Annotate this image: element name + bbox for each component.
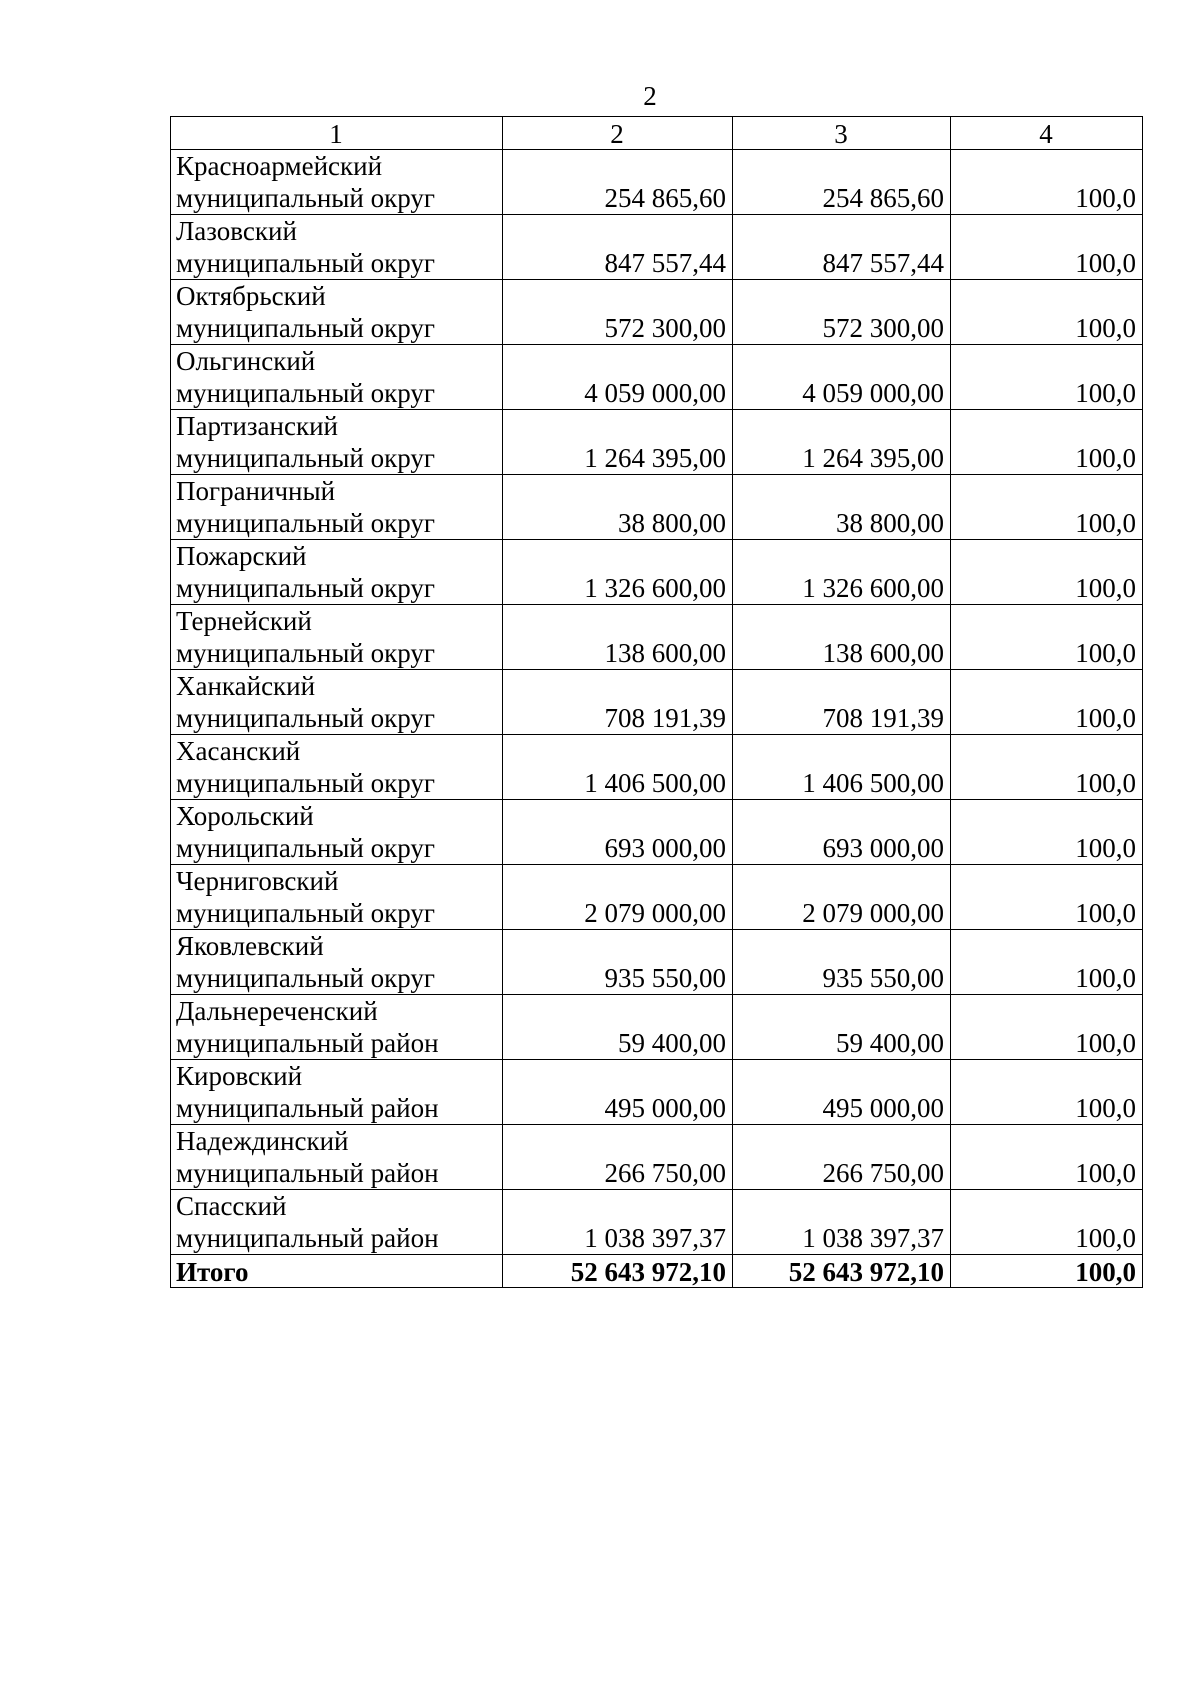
table-header	[171, 117, 1143, 150]
column-header-3: 3	[733, 117, 951, 150]
row-col-4: 100,0	[951, 280, 1143, 345]
row-col-2: 935 550,00	[503, 930, 733, 995]
row-col-4: 100,0	[951, 215, 1143, 280]
row-name-cell	[171, 215, 503, 280]
row-name-cell	[171, 410, 503, 475]
table-row	[171, 865, 1143, 930]
row-col-3: 138 600,00	[733, 605, 951, 670]
row-name-cell	[171, 735, 503, 800]
row-col-2: 1 264 395,00	[503, 410, 733, 475]
row-col-2: 38 800,00	[503, 475, 733, 540]
row-col-3: 59 400,00	[733, 995, 951, 1060]
row-name-line-1: Ольгинский	[176, 346, 316, 376]
total-col-2: 52 643 972,10	[503, 1255, 733, 1288]
row-col-3: 572 300,00	[733, 280, 951, 345]
table-row	[171, 800, 1143, 865]
table-row	[171, 1125, 1143, 1190]
row-name-line-2: муниципальный округ	[176, 248, 435, 278]
row-col-3: 935 550,00	[733, 930, 951, 995]
row-col-3: 1 264 395,00	[733, 410, 951, 475]
row-col-2: 495 000,00	[503, 1060, 733, 1125]
table-row	[171, 1060, 1143, 1125]
row-name-line-2: муниципальный округ	[176, 183, 435, 213]
page-number: 2	[643, 81, 657, 111]
row-col-4: 100,0	[951, 1190, 1143, 1255]
total-col-4: 100,0	[951, 1255, 1143, 1288]
row-col-3: 38 800,00	[733, 475, 951, 540]
row-name-cell	[171, 280, 503, 345]
row-col-3: 495 000,00	[733, 1060, 951, 1125]
table-row	[171, 735, 1143, 800]
row-name-line-2: муниципальный район	[176, 1158, 439, 1188]
table-row	[171, 995, 1143, 1060]
row-name-line-1: Дальнереченский	[176, 996, 378, 1026]
table-row	[171, 410, 1143, 475]
table-row	[171, 150, 1143, 215]
row-name-line-2: муниципальный округ	[176, 898, 435, 928]
row-name-line-1: Хорольский	[176, 801, 314, 831]
row-col-2: 1 038 397,37	[503, 1190, 733, 1255]
row-name-cell	[171, 1125, 503, 1190]
row-col-2: 708 191,39	[503, 670, 733, 735]
row-name-cell	[171, 930, 503, 995]
row-col-2: 254 865,60	[503, 150, 733, 215]
row-name-cell	[171, 150, 503, 215]
data-table	[170, 116, 1143, 1288]
table-row	[171, 670, 1143, 735]
row-col-3: 847 557,44	[733, 215, 951, 280]
row-name-line-2: муниципальный округ	[176, 508, 435, 538]
row-name-cell	[171, 1190, 503, 1255]
row-col-4: 100,0	[951, 865, 1143, 930]
row-name-line-2: муниципальный округ	[176, 703, 435, 733]
row-name-line-2: муниципальный округ	[176, 313, 435, 343]
row-col-2: 59 400,00	[503, 995, 733, 1060]
row-name-line-1: Надеждинский	[176, 1126, 349, 1156]
row-col-2: 1 326 600,00	[503, 540, 733, 605]
row-col-4: 100,0	[951, 735, 1143, 800]
row-col-4: 100,0	[951, 345, 1143, 410]
row-col-4: 100,0	[951, 1060, 1143, 1125]
row-col-3: 266 750,00	[733, 1125, 951, 1190]
row-name-line-1: Кировский	[176, 1061, 303, 1091]
row-name-cell	[171, 865, 503, 930]
table-row	[171, 930, 1143, 995]
table-row	[171, 280, 1143, 345]
row-col-3: 693 000,00	[733, 800, 951, 865]
table-row	[171, 1190, 1143, 1255]
table-body	[171, 150, 1143, 1288]
row-name-line-2: муниципальный округ	[176, 573, 435, 603]
row-name-line-2: муниципальный округ	[176, 768, 435, 798]
row-name-line-2: муниципальный округ	[176, 963, 435, 993]
row-col-3: 708 191,39	[733, 670, 951, 735]
row-name-line-1: Яковлевский	[176, 931, 324, 961]
row-col-3: 254 865,60	[733, 150, 951, 215]
row-col-4: 100,0	[951, 605, 1143, 670]
row-name-cell	[171, 1060, 503, 1125]
table-row	[171, 475, 1143, 540]
header-row	[171, 117, 1143, 150]
row-col-3: 1 326 600,00	[733, 540, 951, 605]
row-col-4: 100,0	[951, 930, 1143, 995]
row-col-4: 100,0	[951, 995, 1143, 1060]
table-row	[171, 215, 1143, 280]
row-col-3: 1 038 397,37	[733, 1190, 951, 1255]
row-name-cell	[171, 670, 503, 735]
row-name-cell	[171, 995, 503, 1060]
row-name-line-1: Спасский	[176, 1191, 287, 1221]
row-col-3: 1 406 500,00	[733, 735, 951, 800]
row-col-2: 1 406 500,00	[503, 735, 733, 800]
row-col-4: 100,0	[951, 670, 1143, 735]
column-header-4: 4	[951, 117, 1143, 150]
table-row	[171, 605, 1143, 670]
row-col-2: 572 300,00	[503, 280, 733, 345]
table-row	[171, 540, 1143, 605]
row-name-line-1: Тернейский	[176, 606, 312, 636]
row-name-cell	[171, 605, 503, 670]
row-col-4: 100,0	[951, 475, 1143, 540]
row-col-4: 100,0	[951, 410, 1143, 475]
column-header-2: 2	[503, 117, 733, 150]
row-name-line-1: Черниговский	[176, 866, 339, 896]
row-col-2: 847 557,44	[503, 215, 733, 280]
row-col-4: 100,0	[951, 540, 1143, 605]
row-name-line-1: Партизанский	[176, 411, 338, 441]
row-name-line-2: муниципальный район	[176, 1223, 439, 1253]
row-col-2: 693 000,00	[503, 800, 733, 865]
row-name-cell	[171, 800, 503, 865]
row-name-line-1: Хасанский	[176, 736, 301, 766]
row-name-line-1: Пожарский	[176, 541, 307, 571]
row-col-2: 2 079 000,00	[503, 865, 733, 930]
row-col-4: 100,0	[951, 150, 1143, 215]
row-name-line-1: Октябрьский	[176, 281, 326, 311]
row-col-4: 100,0	[951, 1125, 1143, 1190]
row-name-line-2: муниципальный округ	[176, 443, 435, 473]
row-name-cell	[171, 345, 503, 410]
row-col-2: 4 059 000,00	[503, 345, 733, 410]
table-row	[171, 345, 1143, 410]
row-name-cell	[171, 475, 503, 540]
row-name-line-2: муниципальный округ	[176, 378, 435, 408]
row-name-line-2: муниципальный округ	[176, 833, 435, 863]
row-name-line-1: Пограничный	[176, 476, 336, 506]
row-name-line-1: Красноармейский	[176, 151, 383, 181]
column-header-1: 1	[171, 117, 503, 150]
row-name-line-2: муниципальный район	[176, 1028, 439, 1058]
row-name-line-2: муниципальный округ	[176, 638, 435, 668]
row-col-2: 138 600,00	[503, 605, 733, 670]
row-name-line-1: Лазовский	[176, 216, 297, 246]
row-name-line-2: муниципальный район	[176, 1093, 439, 1123]
total-col-3: 52 643 972,10	[733, 1255, 951, 1288]
row-col-3: 2 079 000,00	[733, 865, 951, 930]
row-col-2: 266 750,00	[503, 1125, 733, 1190]
total-row	[171, 1255, 1143, 1288]
row-name-line-1: Ханкайский	[176, 671, 316, 701]
row-col-3: 4 059 000,00	[733, 345, 951, 410]
row-col-4: 100,0	[951, 800, 1143, 865]
total-label: Итого	[171, 1255, 503, 1288]
row-name-cell	[171, 540, 503, 605]
